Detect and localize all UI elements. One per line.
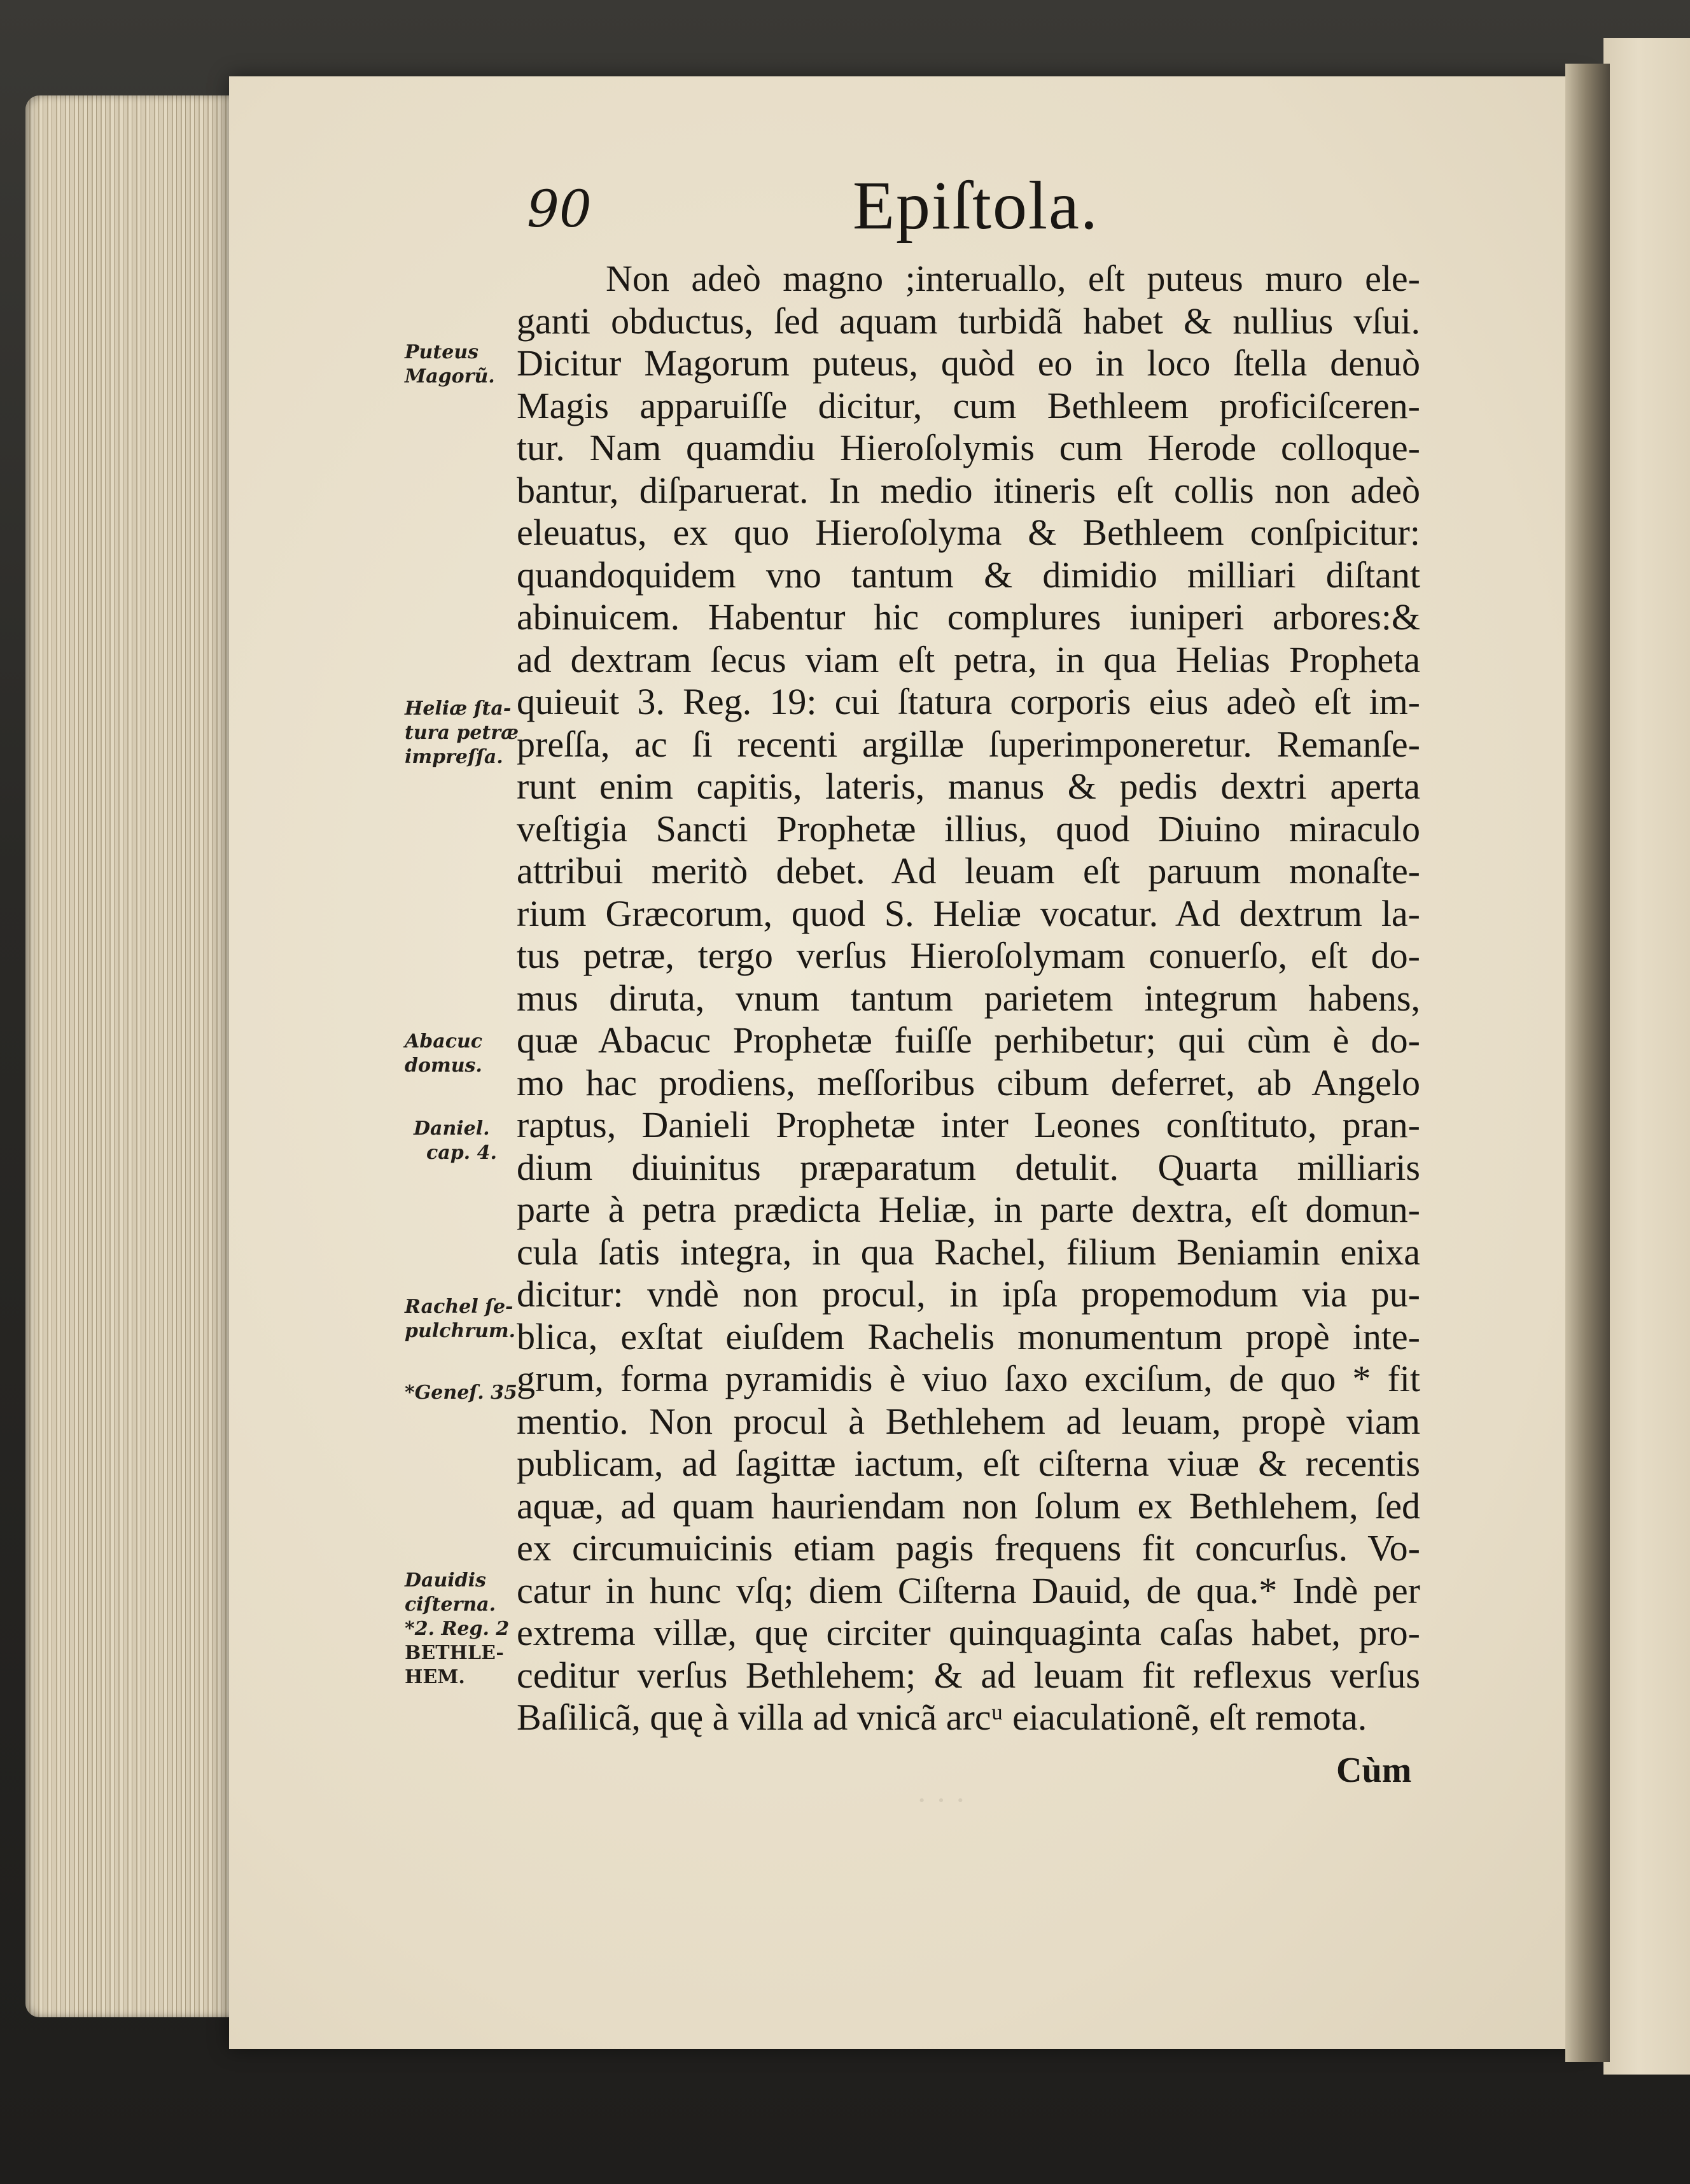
text-line: cula ſatis integra, in qua Rachel, filium Beniamin enixa <box>517 1231 1420 1273</box>
margin-note-line: *2. Reg. 2 <box>405 1618 510 1640</box>
text-line: preſſa, ac ſi recenti argillæ ſuperimponeretur. Remanſe- <box>517 723 1420 765</box>
text-line: quieuit 3. Reg. 19: cui ſtatura corporis eius adeò eſt im- <box>517 681 1420 722</box>
text-line: tur. Nam quamdiu Hieroſolymis cum Herode colloque- <box>517 427 1420 468</box>
text-line: parte à petra prædicta Heliæ, in parte dextra, eſt domun- <box>517 1189 1420 1230</box>
margin-note-line: BETHLE- <box>405 1642 504 1664</box>
text-line: blica, exſtat eiuſdem Rachelis monumentum propè inte- <box>517 1315 1420 1357</box>
margin-note-line: Rachel ſe- <box>405 1296 513 1318</box>
text-line: Non adeò magno ;interuallo, eſt puteus muro ele- <box>606 258 1420 299</box>
text-line: aquæ, ad quam hauriendam non ſolum ex Bethlehem, ſed <box>517 1485 1420 1527</box>
text-line: Magis apparuiſſe dicitur, cum Bethleem proficiſceren- <box>517 384 1420 426</box>
text-line: dium diuinitus præparatum detulit. Quarta milliaris <box>517 1146 1420 1188</box>
margin-note-line: HEM. <box>405 1666 465 1688</box>
book-page-edges <box>25 95 235 2017</box>
text-line: raptus, Danieli Prophetæ inter Leones conſtituto, pran- <box>517 1104 1420 1145</box>
text-line: quandoquidem vno tantum & dimidio milliari diſtant <box>517 554 1420 596</box>
text-line: attribui meritò debet. Ad leuam eſt paruum monaſte- <box>517 850 1420 892</box>
margin-note-dauidis <box>405 1569 526 1690</box>
margin-note-line: Dauidis <box>405 1569 486 1592</box>
text-line: ex circumuicinis etiam pagis frequens fit concurſus. Vo- <box>517 1527 1420 1569</box>
margin-note-daniel <box>414 1117 534 1165</box>
text-line: abinuicem. Habentur hic complures iuniperi arbores:& <box>517 596 1420 638</box>
text-line: quæ Abacuc Prophetæ fuiſſe perhibetur; qui cùm è do- <box>517 1019 1420 1061</box>
margin-note-line: Daniel. <box>414 1117 490 1140</box>
text-line: tus petræ, tergo verſus Hieroſolymam conuerſo, eſt do- <box>517 935 1420 976</box>
margin-note-line: Abacuc <box>405 1030 483 1053</box>
text-line: rium Græcorum, quod S. Heliæ vocatur. Ad dextrum la- <box>517 892 1420 934</box>
text-line: Dicitur Magorum puteus, quòd eo in loco ſtella denuò <box>517 342 1420 384</box>
text-line: bantur, diſparuerat. In medio itineris eſt collis non adeò <box>517 469 1420 511</box>
margin-note-heliae <box>405 697 526 769</box>
running-title: Epiſtola. <box>853 168 1099 244</box>
margin-note-line: tura petræ <box>405 722 519 744</box>
margin-note-line: ciſterna. <box>405 1593 496 1616</box>
margin-note-puteus <box>405 340 526 389</box>
margin-note-line: cap. 4. <box>426 1142 497 1164</box>
text-line: dicitur: vndè non procul, in ipſa propemodum via pu- <box>517 1273 1420 1315</box>
text-line: mus diruta, vnum tantum parietem integrum habens, <box>517 977 1420 1019</box>
margin-note-line: *Geneſ. 35 <box>405 1382 517 1404</box>
margin-note-line: domus. <box>405 1054 482 1077</box>
text-line: catur in hunc vſq; diem Ciſterna Dauid, de qua.* Indè per <box>517 1569 1420 1611</box>
catchword: Cùm <box>1336 1751 1412 1790</box>
margin-note-genesis <box>405 1381 526 1405</box>
margin-note-line: pulchrum. <box>405 1320 516 1342</box>
text-line: extrema villæ, quę circiter quinquaginta caſas habet, pro- <box>517 1612 1420 1653</box>
show-through: · · · <box>916 1782 966 1819</box>
text-line: runt enim capitis, lateris, manus & pedis dextri aperta <box>517 766 1420 807</box>
facing-page-edge <box>1603 38 1690 2075</box>
margin-note-line: impreſſa. <box>405 746 503 768</box>
margin-note-abacuc <box>405 1030 526 1078</box>
text-line: mo hac prodiens, meſſoribus cibum deferret, ab Angelo <box>517 1061 1420 1103</box>
text-line: mentio. Non procul à Bethlehem ad leuam, propè viam <box>517 1400 1420 1442</box>
text-line: publicam, ad ſagittæ iactum, eſt ciſterna viuæ & recentis <box>517 1443 1420 1484</box>
text-line: ganti obductus, ſed aquam turbidã habet & nullius vſui. <box>517 300 1420 342</box>
text-line: Baſilicã, quę à villa ad vnicã arcᵘ eiaculationẽ, eſt remota. <box>517 1697 1367 1738</box>
text-line: grum, forma pyramidis è viuo ſaxo exciſum, de quo * fit <box>517 1358 1420 1399</box>
text-line: eleuatus, ex quo Hieroſolyma & Bethleem conſpicitur: <box>517 512 1420 553</box>
margin-note-rachel <box>405 1295 526 1343</box>
margin-note-line: Magorũ. <box>405 365 495 388</box>
book-gutter <box>1565 64 1610 2062</box>
text-line: ad dextram ſecus viam eſt petra, in qua Helias Propheta <box>517 638 1420 680</box>
text-line: ceditur verſus Bethlehem; & ad leuam fit reflexus verſus <box>517 1654 1420 1696</box>
page-number: 90 <box>527 179 592 239</box>
margin-note-line: Puteus <box>405 341 479 363</box>
main-text-block <box>517 258 1420 1739</box>
text-line: veſtigia Sancti Prophetæ illius, quod Diuino miraculo <box>517 808 1420 850</box>
margin-note-line: Heliæ ſta- <box>405 697 512 720</box>
